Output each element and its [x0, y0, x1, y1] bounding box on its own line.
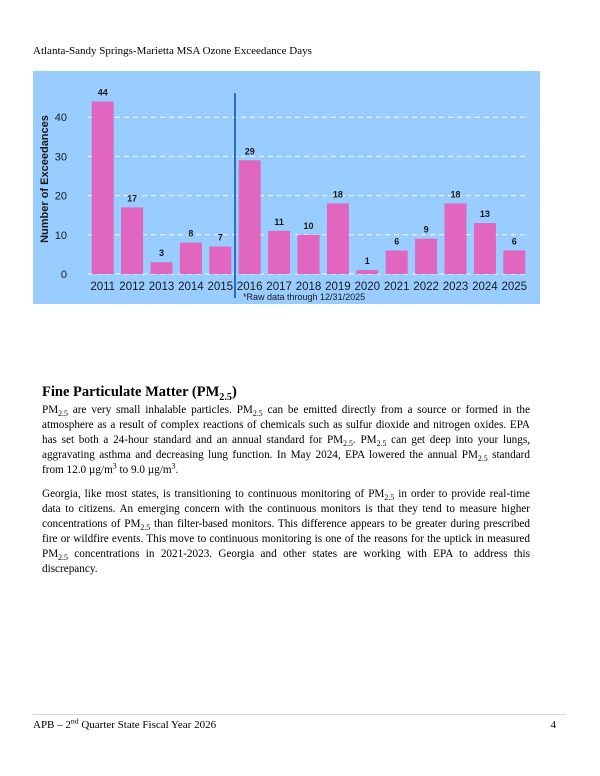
- y-axis-label: Number of Exceedances: [39, 115, 51, 243]
- monitoring-paragraph: Georgia, like most states, is transitioning to continuous monitoring of $PM_{2.5}$ in order to provide real-time data to citizens. An emerging concern with the continuous monitors is that they tend to measure higher concentrations of $PM_{2.5}$ than filter-based monitors. This difference appears to be greater during prescribed fire or wildfire events. This move to continuous monitoring is one of the reasons for the uptick in measured $PM_{2.5}$ concentrations in 2021-2023. Georgia and other states are working with EPA to address this discrepancy.: [42, 488, 530, 575]
- x-tick-label: 2019: [325, 281, 351, 293]
- chart-note: *Raw data through 12/31/2025: [243, 292, 366, 302]
- x-tick-label: 2011: [90, 281, 116, 293]
- y-tick-label: 40: [54, 112, 67, 125]
- data-label: 29: [244, 146, 255, 157]
- bar: [386, 250, 408, 274]
- x-tick-label: 2025: [501, 281, 528, 293]
- data-label: 7: [217, 232, 223, 243]
- x-tick-label: 2024: [472, 281, 498, 293]
- pm-intro-paragraph: $PM_{2.5}$ are very small inhalable particles. $PM_{2.5}$ can be emitted directly from a source or formed in the atmosphere as a result of complex reactions of chemicals such as sulfur dioxide and nitrogen oxides. EPA has set both a 24-hour standard and an annual standard for $PM_{2.5}$. $PM_{2.5}$ can get deep into your lungs, aggravating asthma and decreasing lung function. In May 2024, EPA lowered the annual $PM_{2.5}$ standard from 12.0 $\mu g/m^3$ to 9.0 $\mu g/m^3$.: [42, 404, 531, 476]
- x-tick-label: 2022: [413, 281, 439, 293]
- bar: [474, 223, 496, 274]
- y-tick-label: 30: [54, 151, 67, 164]
- data-label: 17: [127, 193, 138, 204]
- chart-svg: [33, 71, 540, 304]
- y-tick-label: 10: [54, 229, 67, 242]
- x-tick-label: 2021: [383, 281, 410, 293]
- x-tick-label: 2016: [236, 281, 263, 293]
- bar: [180, 243, 202, 274]
- data-label: 6: [394, 236, 400, 247]
- x-tick-label: 2017: [266, 281, 292, 293]
- bar: [151, 262, 173, 274]
- y-tick-label: 20: [54, 190, 67, 203]
- bar: [356, 270, 378, 274]
- ozone-exceedance-chart: [33, 71, 540, 304]
- bar: [92, 102, 114, 274]
- bar: [239, 160, 261, 274]
- footer-title: APB – 2nd Quarter State Fiscal Year 2026: [33, 716, 217, 731]
- page-number: 4: [550, 719, 556, 731]
- bar: [445, 203, 467, 274]
- bar: [503, 250, 525, 274]
- section-heading: Fine Particulate Matter $(PM_{2.5})$: [42, 384, 237, 403]
- y-tick-label: 0: [60, 269, 67, 281]
- bar: [209, 247, 231, 274]
- data-label: 44: [97, 87, 108, 98]
- data-label: 18: [332, 189, 343, 200]
- data-label: 3: [158, 248, 165, 259]
- bar: [415, 239, 437, 274]
- x-tick-label: 2012: [119, 281, 145, 293]
- bar: [121, 207, 143, 274]
- data-label: 6: [511, 236, 517, 247]
- x-tick-label: 2014: [178, 281, 204, 293]
- data-label: 10: [303, 220, 314, 231]
- data-label: 8: [188, 228, 194, 239]
- chart-caption: Atlanta-Sandy Springs-Marietta MSA Ozone Exceedance Days: [33, 45, 312, 57]
- data-label: 13: [479, 209, 490, 220]
- x-tick-label: 2018: [295, 281, 322, 293]
- bar: [268, 231, 290, 274]
- data-label: 18: [450, 189, 461, 200]
- x-tick-label: 2023: [442, 281, 469, 293]
- data-label: 9: [423, 224, 429, 235]
- data-label: 11: [274, 216, 284, 227]
- x-tick-label: 2013: [148, 281, 175, 293]
- x-tick-label: 2015: [207, 281, 234, 293]
- footer-divider: [33, 714, 566, 715]
- x-tick-label: 2020: [354, 281, 381, 293]
- data-label: 1: [364, 256, 370, 267]
- bar: [327, 203, 349, 274]
- bar: [298, 235, 320, 274]
